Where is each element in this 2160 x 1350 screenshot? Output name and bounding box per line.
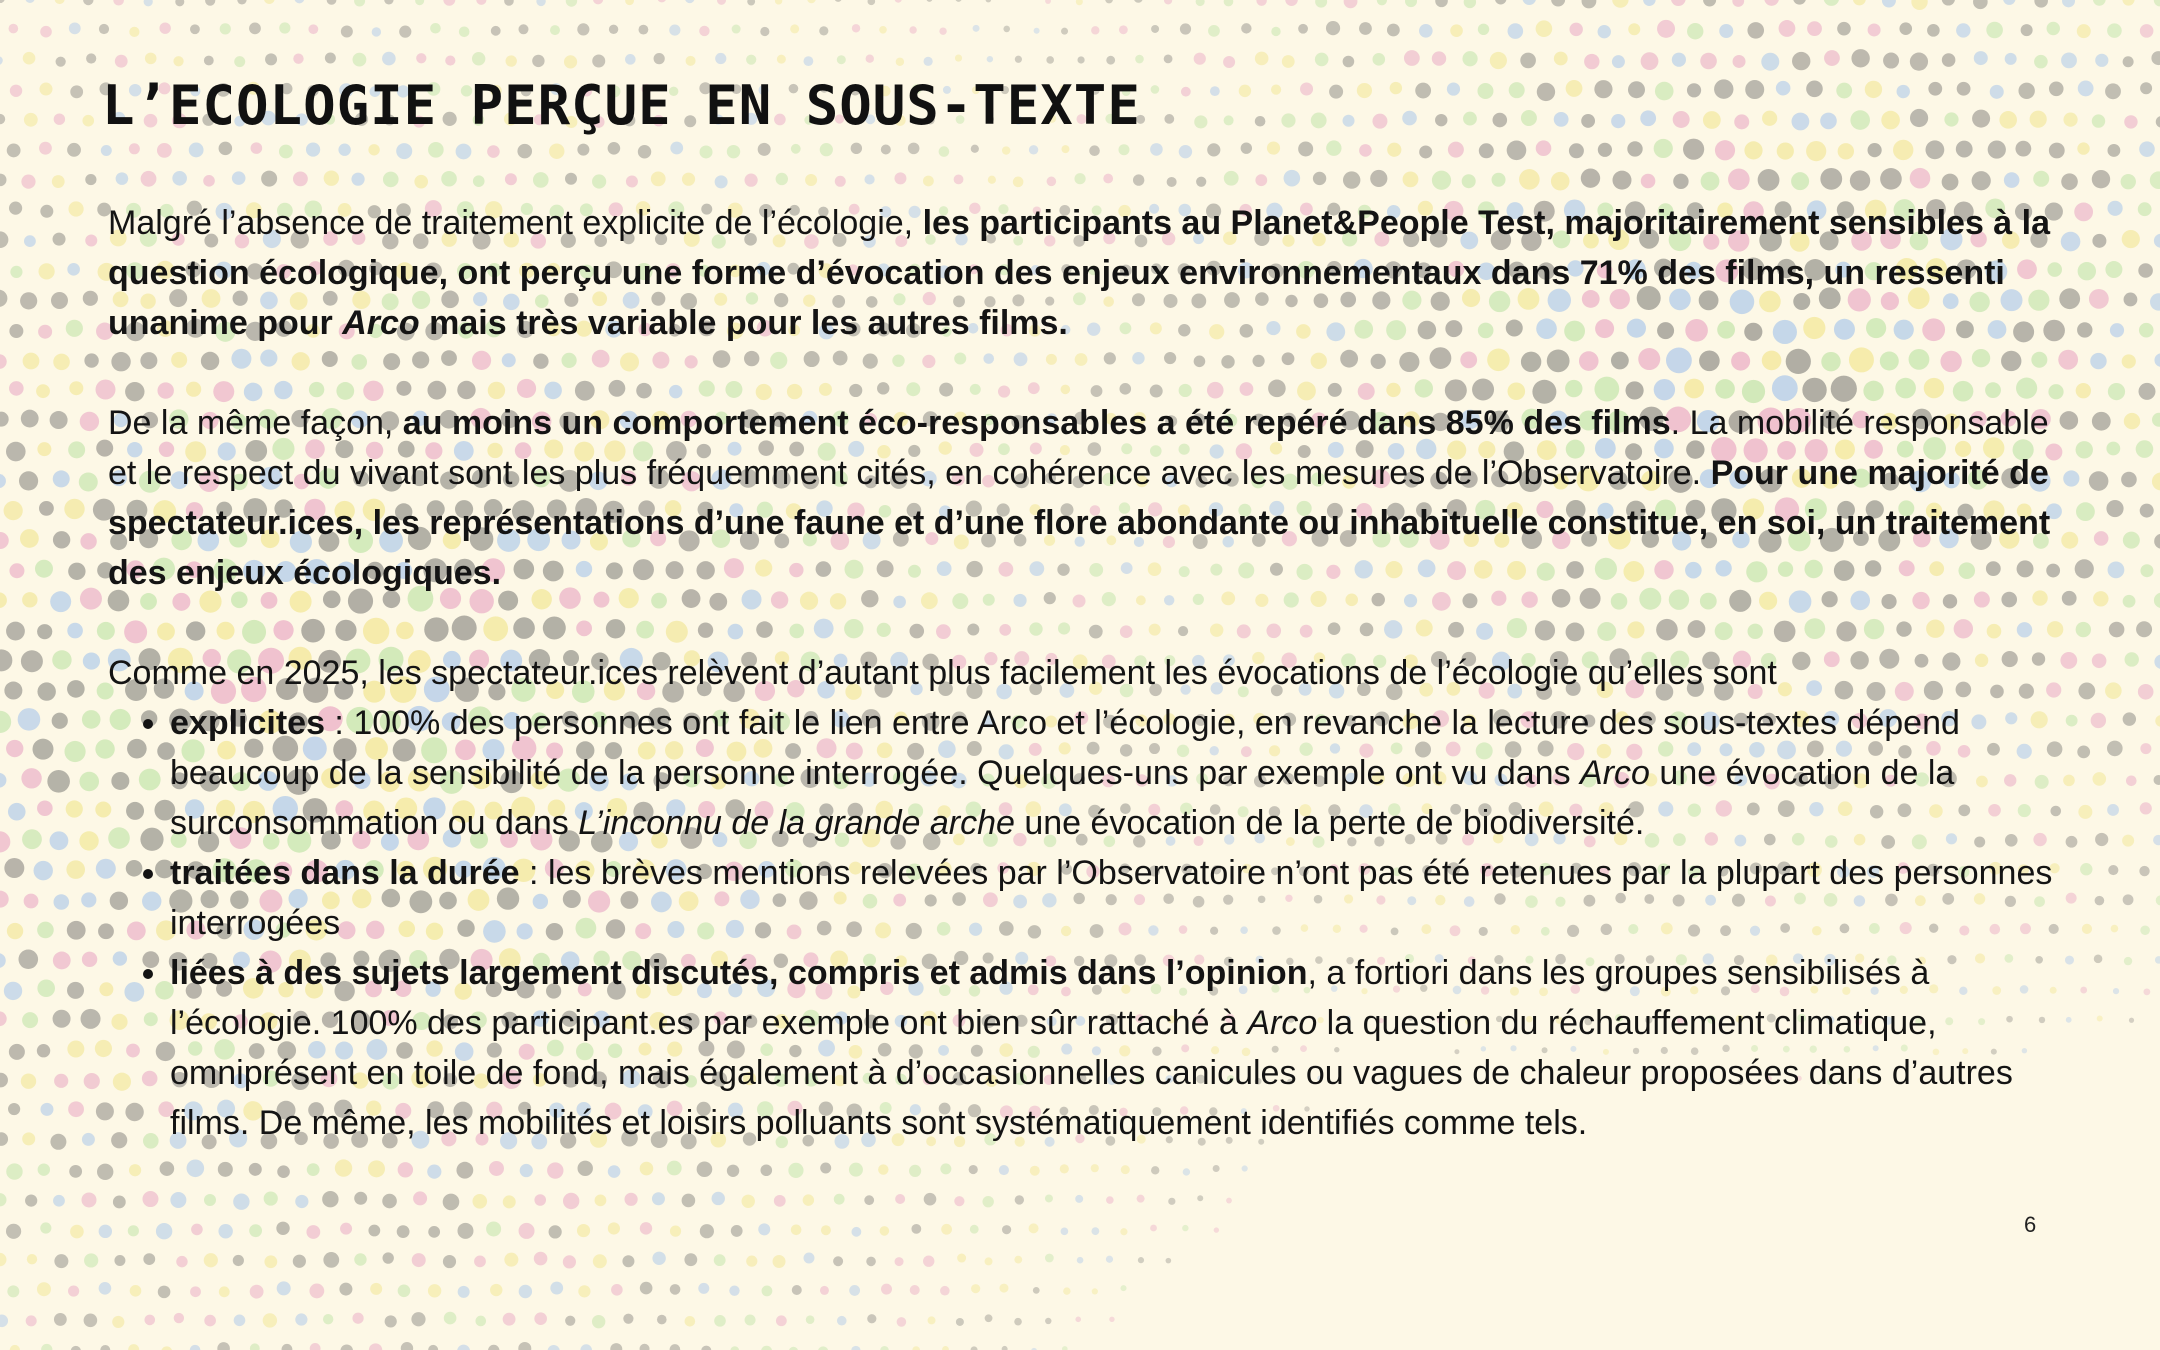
film-title-arco: Arco (1580, 754, 1650, 792)
list-item-duree (170, 848, 2058, 948)
bold-run: mais très variable pour les autres films. (419, 304, 1068, 342)
page-number: 6 (2024, 1212, 2037, 1237)
bold-run: Pour une majorité de spectateur.ices, les représentations d’une faune et d’une flore abondante ou inhabituelle constitue, en soi, un traitement des enjeux écologiques. (108, 454, 2051, 592)
text-run: une évocation de la surconsommation ou dans (170, 754, 1955, 842)
bold-run: au moins un comportement éco-responsables a été repéré dans 85% des films (402, 404, 1671, 442)
slide-body (108, 198, 2058, 1148)
film-title-inconnu: L’inconnu de la grande arche (578, 804, 1015, 842)
evocations-list (108, 698, 2058, 1148)
text-run: une évocation de la perte de biodiversité. (1014, 804, 1645, 842)
list-item-explicites (170, 698, 2058, 848)
text-run: : 100% des personnes ont fait le lien entre Arco et l’écologie, en revanche la lecture des sous-textes dépend beaucoup de la sensibilité de la personne interrogée. Quelques-uns par exemple ont vu dans (170, 704, 1960, 792)
text-run: : les brèves mentions relevées par l’Observatoire n’ont pas été retenues par la plupart des personnes interrogées (170, 854, 2053, 942)
text-run: Malgré l’absence de traitement explicite de l’écologie, (108, 204, 923, 242)
text-run: la question du réchauffement climatique, omniprésent en toile de fond, mais également à d’occasionnelles canicules ou vagues de chaleur proposées dans d’autres films. De même, les mobilités et loisirs polluants sont systématiquement identifiés comme tels. (170, 1004, 2013, 1142)
slide-title: L’ECOLOGIE PERÇUE EN SOUS-TEXTE (102, 74, 1141, 137)
bullet-term: liées à des sujets largement discutés, compris et admis dans l’opinion (170, 954, 1308, 992)
text-run: , a fortiori dans les groupes sensibilisés à l’écologie. 100% des participant.es par exemple ont bien sûr rattaché à (170, 954, 1930, 1042)
bullet-term: explicites (170, 704, 325, 742)
film-title-arco: Arco (342, 304, 420, 342)
bullet-term: traitées dans la durée (170, 854, 520, 892)
text-run: De la même façon, (108, 404, 403, 442)
film-title-arco: Arco (1247, 1004, 1318, 1042)
list-item-sujets (170, 948, 2058, 1148)
paragraph-behaviours (108, 398, 2058, 598)
bold-run: les participants au Planet&People Test, majoritairement sensibles à la question écologique, ont perçu une forme d’évocation des enjeux environnementaux dans 71% des films, un ressenti unanime pour (108, 204, 2051, 342)
paragraph-perception (108, 198, 2058, 348)
text-run: . La mobilité responsable et le respect du vivant sont les plus fréquemment cités, en cohérence avec les mesures de l’Observatoire. (108, 404, 2049, 492)
paragraph-evocations-intro: Comme en 2025, les spectateur.ices relèvent d’autant plus facilement les évocations de l’écologie qu’elles sont (108, 654, 1777, 692)
